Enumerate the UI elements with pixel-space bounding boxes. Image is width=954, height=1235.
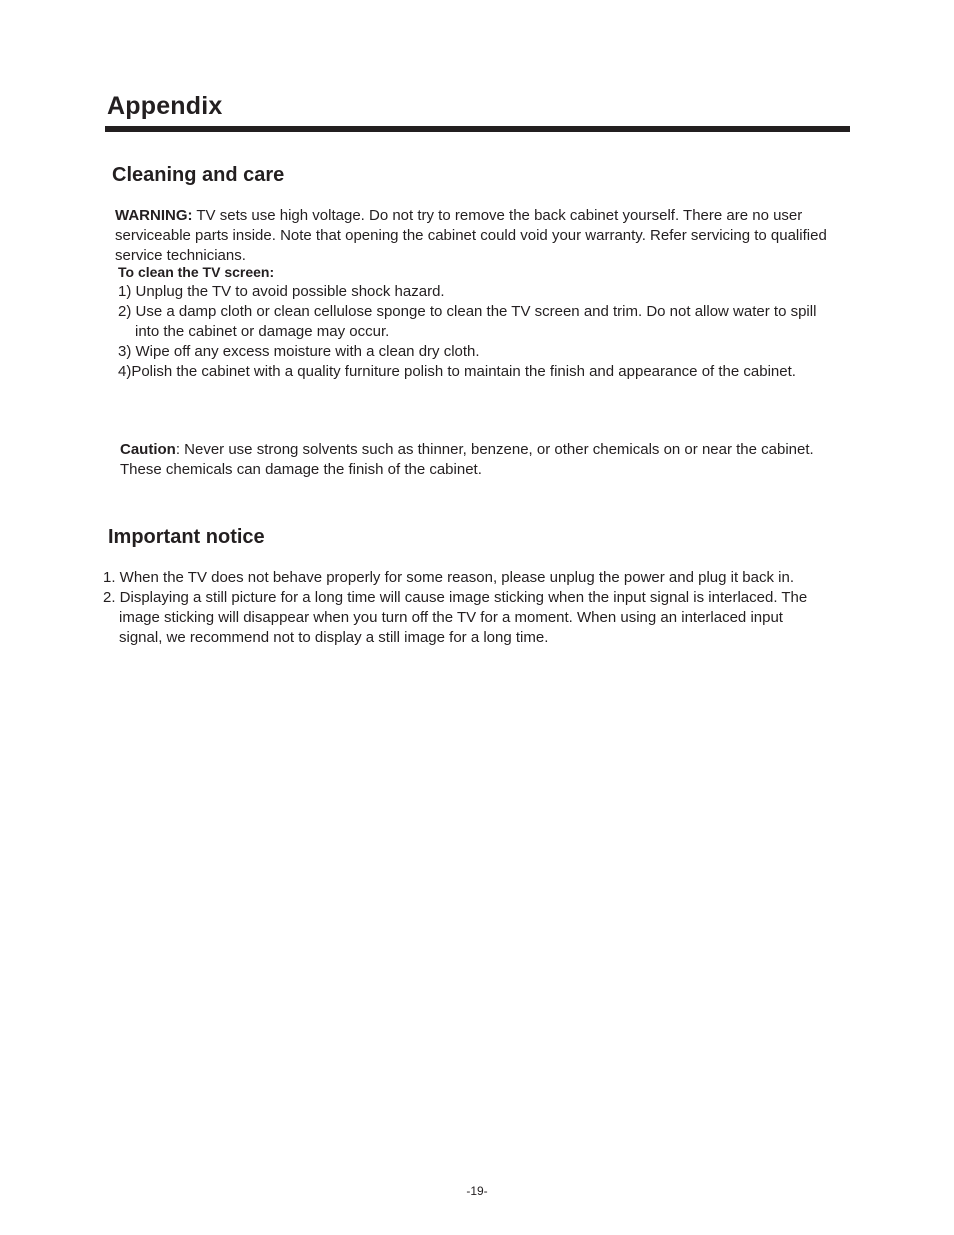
page-number: -19- [466,1184,488,1198]
cleaning-steps [118,282,816,382]
list-item: 1) Unplug the TV to avoid possible shock hazard. [118,283,445,300]
caution-line: These chemicals can damage the finish of the cabinet. [120,461,482,478]
warning-text: TV sets use high voltage. Do not try to remove the back cabinet yourself. There are no user [192,207,803,224]
list-item-continuation: signal, we recommend not to display a still image for a long time. [119,629,549,646]
list-item: 2) Use a damp cloth or clean cellulose sponge to clean the TV screen and trim. Do not allow water to spill [118,303,817,320]
screen-cleaning-heading: To clean the TV screen: [118,264,275,280]
title-rule [105,126,850,132]
warning-label: WARNING: [115,207,193,224]
list-item: 2. Displaying a still picture for a long time will cause image sticking when the input signal is interlaced. The [103,589,808,606]
notice-list [103,568,807,648]
section-heading-notice: Important notice [108,526,265,548]
list-item-continuation: into the cabinet or damage may occur. [135,323,390,340]
list-item-continuation: image sticking will disappear when you turn off the TV for a moment. When using an interlaced input [119,609,783,626]
section-heading-cleaning: Cleaning and care [112,164,285,186]
page-title: Appendix [107,92,223,120]
caution-line [120,440,814,460]
caution-label: Caution [120,441,176,458]
list-item: 1. When the TV does not behave properly for some reason, please unplug the power and plug it back in. [103,569,794,586]
list-item: 3) Wipe off any excess moisture with a clean dry cloth. [118,343,480,360]
warning-line: service technicians. [115,247,246,264]
caution-paragraph [120,440,814,480]
caution-text: : Never use strong solvents such as thinner, benzene, or other chemicals on or near the cabinet. [175,441,814,458]
warning-line: serviceable parts inside. Note that opening the cabinet could void your warranty. Refer servicing to qualified [115,227,827,244]
list-item: 4)Polish the cabinet with a quality furniture polish to maintain the finish and appearance of the cabinet. [118,363,796,380]
warning-line [115,206,827,226]
warning-paragraph [115,206,827,266]
